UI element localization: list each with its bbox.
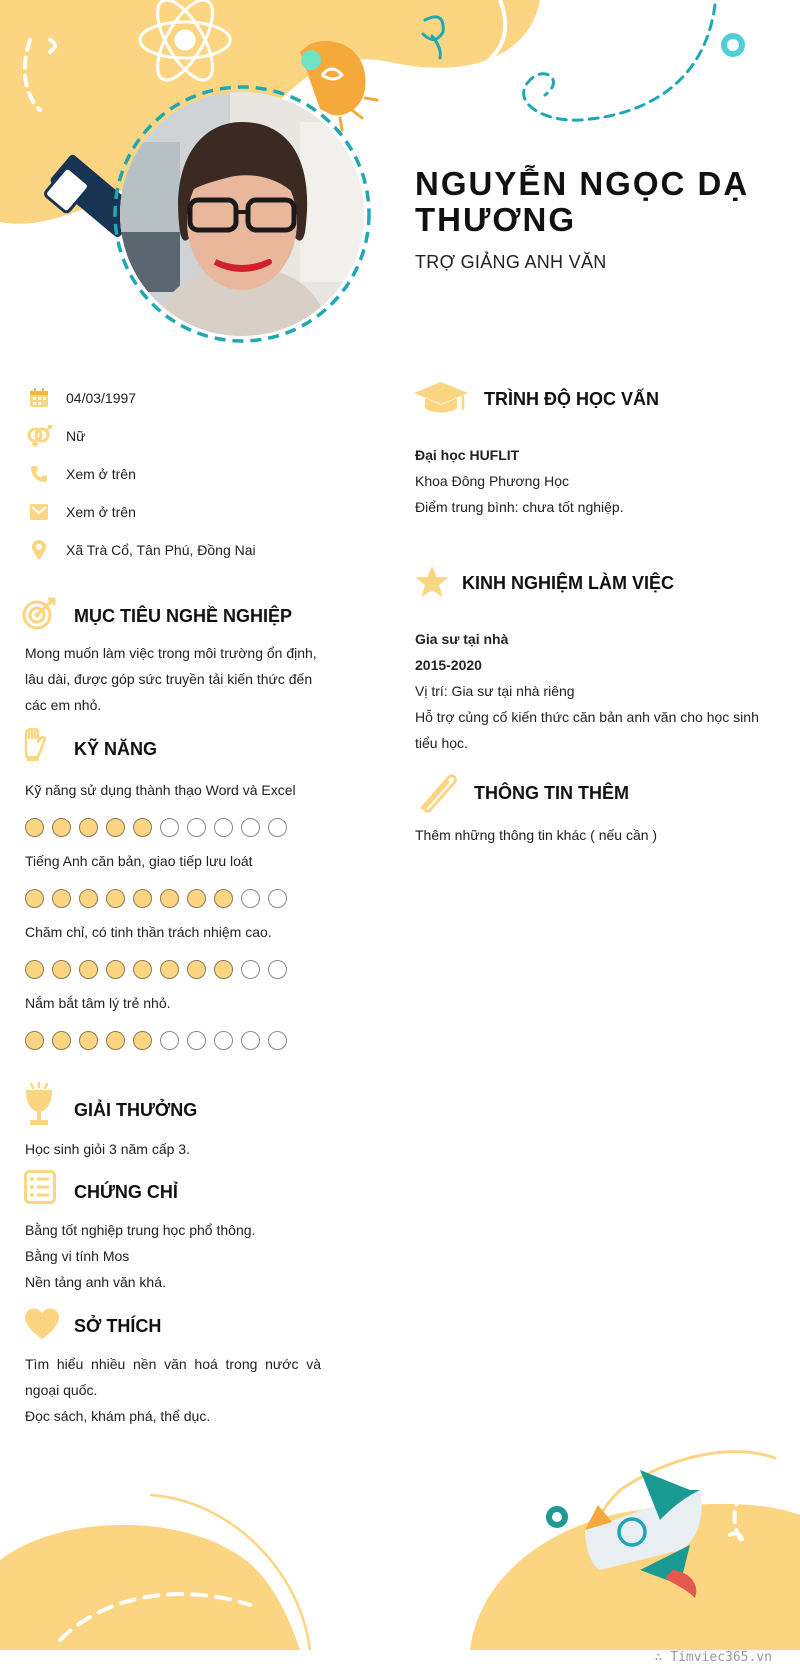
rating-dot-empty — [268, 818, 287, 837]
rating-dot-filled — [214, 889, 233, 908]
rating-dot-filled — [106, 1031, 125, 1050]
rating-dot-empty — [214, 818, 233, 837]
hand-icon — [22, 728, 48, 762]
skill-label: Nắm bắt tâm lý trẻ nhỏ. — [25, 995, 171, 1011]
rating-dot-filled — [106, 818, 125, 837]
rating-dot-filled — [52, 889, 71, 908]
footer-decoration — [0, 1420, 800, 1671]
gender-icon — [24, 424, 54, 448]
rating-dot-filled — [25, 1031, 44, 1050]
rating-dot-filled — [52, 960, 71, 979]
rating-dot-filled — [214, 960, 233, 979]
rating-dot-filled — [133, 889, 152, 908]
rating-dot-filled — [25, 818, 44, 837]
awards-title: GIẢI THƯỞNG — [74, 1100, 198, 1120]
rating-dot-empty — [241, 960, 260, 979]
hobbies-text: Tìm hiểu nhiều nền văn hoá trong nước và ngoại quốc. Đọc sách, khám phá, thể dục. — [25, 1356, 321, 1424]
rating-dot-filled — [106, 960, 125, 979]
contact-phone — [24, 460, 136, 488]
rating-dot-filled — [187, 960, 206, 979]
experience-title: KINH NGHIỆM LÀM VIỆC — [462, 573, 675, 593]
rating-dot-filled — [160, 960, 179, 979]
rating-dot-empty — [241, 889, 260, 908]
skill-label: Kỹ năng sử dụng thành thạo Word và Excel — [25, 782, 296, 798]
extra-title: THÔNG TIN THÊM — [474, 783, 629, 803]
education-title: TRÌNH ĐỘ HỌC VẤN — [484, 389, 659, 409]
phone-value: Xem ở trên — [66, 466, 136, 482]
skill-label: Chăm chỉ, có tinh thần trách nhiệm cao. — [25, 924, 272, 940]
rating-dot-filled — [133, 818, 152, 837]
paperclip-icon — [414, 770, 460, 814]
rating-dot-filled — [133, 960, 152, 979]
certificates-title: CHỨNG CHỈ — [74, 1182, 178, 1202]
skills-title: KỸ NĂNG — [74, 739, 158, 759]
address-value: Xã Trà Cổ, Tân Phú, Đồng Nai — [66, 542, 256, 558]
awards-text: Học sinh giỏi 3 năm cấp 3. — [25, 1141, 190, 1157]
experience-text: Gia sư tại nhà 2015-2020 Vị trí: Gia sư tại nhà riêng Hỗ trợ củng cố kiến thức căn bản anh văn cho học sinh tiểu học. — [415, 631, 759, 751]
rating-dot-filled — [133, 1031, 152, 1050]
rating-dot-empty — [214, 1031, 233, 1050]
rating-dot-empty — [268, 889, 287, 908]
rating-dot-filled — [25, 960, 44, 979]
rating-dot-filled — [79, 889, 98, 908]
rating-dot-filled — [25, 889, 44, 908]
rating-dot-empty — [268, 960, 287, 979]
contact-email — [24, 498, 136, 526]
graduation-cap-icon — [413, 380, 469, 416]
email-value: Xem ở trên — [66, 504, 136, 520]
rating-dot-filled — [52, 1031, 71, 1050]
skill-rating — [25, 818, 287, 837]
objective-text: Mong muốn làm việc trong môi trường ổn định, lâu dài, được góp sức truyền tải kiến thức đến các em nhỏ. — [25, 645, 317, 713]
rating-dot-filled — [160, 889, 179, 908]
phone-icon — [24, 462, 54, 486]
calendar-icon — [24, 386, 54, 410]
skill-rating — [25, 1031, 287, 1050]
rating-dot-empty — [160, 1031, 179, 1050]
rating-dot-filled — [187, 889, 206, 908]
watermark: ∴ Timviec365.vn — [654, 1650, 772, 1665]
contact-address — [24, 536, 256, 564]
rating-dot-empty — [268, 1031, 287, 1050]
heart-icon — [24, 1308, 60, 1340]
rating-dot-filled — [79, 818, 98, 837]
trophy-icon — [24, 1082, 54, 1126]
skill-label: Tiếng Anh căn bản, giao tiếp lưu loát — [25, 853, 253, 869]
gender-value: Nữ — [66, 428, 86, 444]
rating-dot-filled — [79, 960, 98, 979]
profile-photo — [110, 82, 374, 346]
rating-dot-filled — [52, 818, 71, 837]
mail-icon — [24, 500, 54, 524]
contact-dob — [24, 384, 136, 412]
ring-small-icon — [549, 1509, 565, 1525]
rating-dot-filled — [106, 889, 125, 908]
hobbies-title: SỞ THÍCH — [74, 1316, 162, 1336]
rating-dot-empty — [241, 1031, 260, 1050]
candidate-name: NGUYỄN NGỌC DẠ THƯƠNG — [415, 165, 750, 238]
location-pin-icon — [24, 538, 54, 562]
extra-text: Thêm những thông tin khác ( nếu cần ) — [415, 827, 658, 843]
rating-dot-empty — [187, 818, 206, 837]
target-icon — [22, 596, 58, 630]
objective-title: MỤC TIÊU NGHỀ NGHIỆP — [74, 606, 293, 626]
rating-dot-empty — [241, 818, 260, 837]
ring-icon — [724, 36, 742, 54]
certificates-text: Bằng tốt nghiệp trung học phổ thông. Bằng vi tính Mos Nền tảng anh văn khá. — [25, 1222, 256, 1290]
checklist-icon — [24, 1170, 56, 1204]
skill-rating — [25, 889, 287, 908]
dob-value: 04/03/1997 — [66, 390, 137, 406]
contact-gender — [24, 422, 85, 450]
star-icon — [414, 565, 450, 599]
rating-dot-empty — [187, 1031, 206, 1050]
rating-dot-empty — [160, 818, 179, 837]
skill-rating — [25, 960, 287, 979]
rating-dot-filled — [79, 1031, 98, 1050]
candidate-role: TRỢ GIẢNG ANH VĂN — [415, 252, 607, 272]
education-text: Đại học HUFLIT Khoa Đông Phương Học Điểm trung bình: chưa tốt nghiệp. — [415, 447, 624, 515]
